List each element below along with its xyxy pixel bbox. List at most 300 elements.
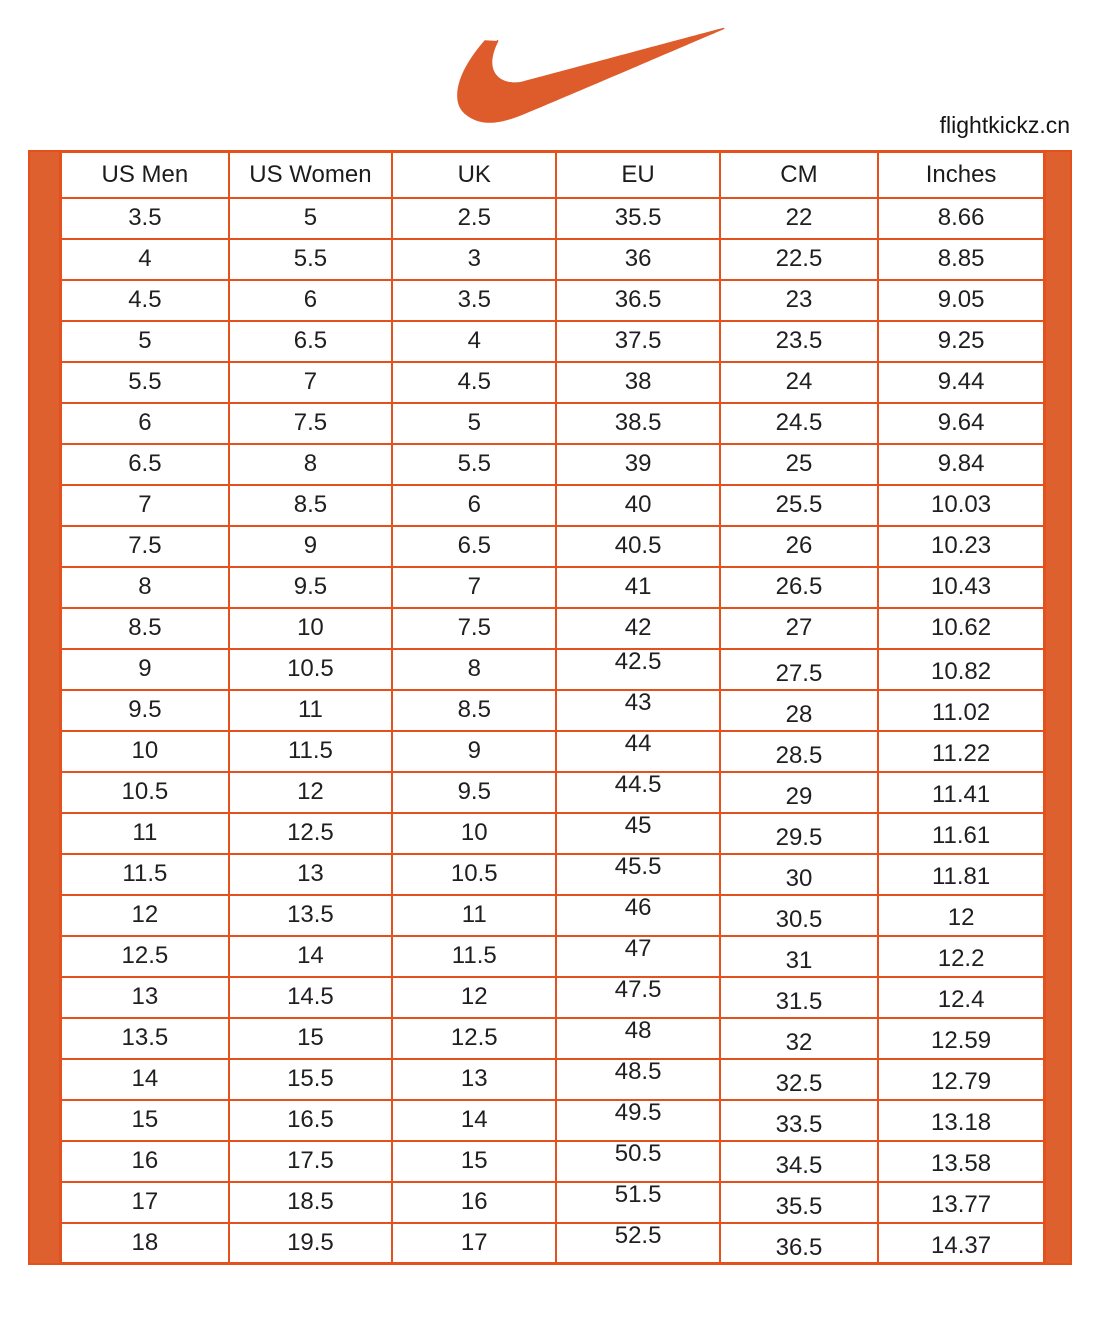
size-value: 34.5: [775, 1152, 823, 1179]
size-value: 18.5: [287, 1188, 334, 1215]
size-value: 48: [624, 1017, 652, 1044]
size-value: 11.22: [931, 740, 991, 767]
size-value: 33.5: [775, 1111, 823, 1138]
size-cell: [229, 813, 392, 854]
size-cell: [392, 854, 556, 895]
size-value: 27: [785, 614, 813, 641]
size-cell: [61, 854, 229, 895]
size-cell: [229, 362, 392, 403]
size-cell: [878, 567, 1044, 608]
size-value: 9.25: [937, 327, 985, 354]
size-value: 11.81: [931, 863, 991, 890]
size-value: 46: [624, 894, 652, 921]
size-value: 22: [785, 204, 813, 231]
size-cell: [392, 1059, 556, 1100]
size-value: 11.41: [931, 781, 991, 808]
size-cell: [392, 690, 556, 731]
size-cell: [556, 608, 719, 649]
size-conversion-table: [59, 150, 1046, 1265]
size-cell: [556, 690, 719, 731]
size-cell: [61, 321, 229, 362]
size-value: 38.5: [614, 409, 662, 436]
size-value: 5: [467, 409, 481, 436]
size-value: 11.5: [122, 860, 168, 887]
size-value: 7.5: [457, 614, 491, 641]
size-value: 6: [467, 491, 481, 518]
size-cell: [720, 854, 878, 895]
table-row: [61, 362, 1045, 403]
size-cell: [556, 977, 719, 1018]
table-row: [61, 608, 1045, 649]
size-value: 6.5: [457, 532, 491, 559]
size-cell: [61, 567, 229, 608]
size-value: 28: [785, 701, 813, 728]
size-value: 6: [303, 286, 318, 313]
size-value: 12.5: [287, 819, 334, 846]
size-value: 11.02: [931, 699, 991, 726]
size-value: 8.5: [128, 614, 162, 641]
size-cell: [878, 731, 1044, 772]
size-cell: [229, 1018, 392, 1059]
size-cell: [392, 649, 556, 690]
size-cell: [229, 444, 392, 485]
size-value: 8.5: [457, 696, 491, 723]
size-cell: [392, 772, 556, 813]
size-value: 9: [467, 737, 481, 764]
size-value: 9: [138, 655, 152, 682]
size-cell: [229, 936, 392, 977]
size-value: 32: [785, 1029, 813, 1056]
size-value: 11.5: [287, 737, 333, 764]
size-cell: [229, 977, 392, 1018]
size-cell: [556, 1223, 719, 1264]
size-cell: [229, 485, 392, 526]
table-row: [61, 731, 1045, 772]
size-cell: [878, 198, 1044, 239]
size-cell: [61, 1223, 229, 1264]
size-cell: [720, 977, 878, 1018]
table-row: [61, 1018, 1045, 1059]
column-header: Inches: [878, 152, 1044, 198]
size-value: 35.5: [614, 204, 662, 231]
size-value: 31.5: [775, 988, 823, 1015]
size-value: 40.5: [614, 532, 662, 559]
size-cell: [229, 772, 392, 813]
size-value: 49.5: [614, 1099, 662, 1126]
size-value: 14: [131, 1065, 159, 1092]
size-value: 14: [297, 942, 324, 969]
size-value: 7: [303, 368, 318, 395]
size-cell: [392, 1141, 556, 1182]
size-value: 3.5: [457, 286, 491, 313]
size-cell: [392, 813, 556, 854]
size-value: 10.03: [931, 491, 992, 518]
size-value: 17: [460, 1228, 488, 1256]
size-value: 36: [624, 245, 652, 272]
size-cell: [229, 526, 392, 567]
size-value: 24.5: [775, 409, 823, 436]
size-cell: [878, 1100, 1044, 1141]
right-accent-bar: [1046, 150, 1072, 1265]
size-value: 3: [467, 245, 481, 272]
size-cell: [720, 526, 878, 567]
size-cell: [229, 854, 392, 895]
size-value: 18: [131, 1228, 159, 1256]
size-value: 9.5: [128, 696, 162, 723]
size-value: 32.5: [775, 1070, 823, 1097]
table-row: [61, 1100, 1045, 1141]
size-value: 52.5: [614, 1221, 662, 1249]
size-cell: [556, 526, 719, 567]
size-value: 26.5: [775, 573, 823, 600]
size-cell: [392, 198, 556, 239]
size-cell: [392, 1100, 556, 1141]
size-cell: [878, 608, 1044, 649]
site-name: flightkickz.cn: [939, 112, 1070, 138]
size-cell: [878, 1182, 1044, 1223]
size-cell: [392, 936, 556, 977]
size-value: 16.5: [287, 1106, 334, 1133]
size-cell: [392, 485, 556, 526]
size-cell: [556, 854, 719, 895]
size-value: 42: [624, 614, 652, 641]
size-cell: [392, 567, 556, 608]
size-value: 6.5: [128, 450, 162, 477]
size-cell: [229, 1223, 392, 1264]
size-cell: [61, 1100, 229, 1141]
size-cell: [720, 321, 878, 362]
size-cell: [878, 649, 1044, 690]
size-value: 12.4: [937, 986, 985, 1013]
size-value: 4: [467, 327, 481, 354]
size-value: 37.5: [614, 327, 662, 354]
size-value: 10.62: [931, 614, 992, 641]
size-cell: [392, 977, 556, 1018]
size-value: 48.5: [614, 1058, 662, 1085]
size-value: 11: [297, 696, 323, 723]
size-value: 17: [131, 1188, 159, 1215]
table-row: [61, 444, 1045, 485]
size-cell: [878, 444, 1044, 485]
size-cell: [720, 1223, 878, 1264]
size-cell: [878, 772, 1044, 813]
size-value: 12.5: [121, 942, 169, 969]
table-row: [61, 936, 1045, 977]
size-value: 45: [624, 812, 652, 839]
size-value: 12: [947, 904, 975, 931]
size-value: 50.5: [614, 1140, 662, 1167]
size-cell: [556, 362, 719, 403]
size-cell: [392, 1182, 556, 1223]
size-cell: [61, 731, 229, 772]
size-value: 7.5: [128, 532, 162, 559]
size-cell: [556, 1059, 719, 1100]
size-cell: [61, 772, 229, 813]
size-cell: [720, 567, 878, 608]
size-cell: [720, 1141, 878, 1182]
size-value: 24: [785, 368, 813, 395]
size-cell: [61, 403, 229, 444]
size-value: 10.5: [450, 860, 498, 887]
size-cell: [556, 936, 719, 977]
size-value: 15: [131, 1106, 159, 1133]
size-cell: [229, 567, 392, 608]
size-value: 11: [132, 819, 158, 846]
size-cell: [556, 1100, 719, 1141]
table-row: [61, 649, 1045, 690]
size-cell: [229, 198, 392, 239]
size-cell: [392, 1223, 556, 1264]
size-value: 47: [624, 935, 652, 962]
size-value: 8.66: [937, 204, 985, 231]
size-cell: [878, 280, 1044, 321]
left-accent-bar: [28, 150, 59, 1265]
size-cell: [878, 1141, 1044, 1182]
size-value: 29.5: [775, 824, 823, 851]
size-value: 28.5: [775, 742, 823, 769]
size-cell: [392, 403, 556, 444]
size-value: 7.5: [293, 409, 328, 436]
size-cell: [720, 198, 878, 239]
size-cell: [61, 1059, 229, 1100]
table-row: [61, 1223, 1045, 1264]
size-cell: [720, 690, 878, 731]
size-value: 38: [624, 368, 652, 395]
size-cell: [556, 772, 719, 813]
table-row: [61, 567, 1045, 608]
size-value: 10.5: [121, 778, 169, 805]
size-cell: [61, 608, 229, 649]
size-value: 26: [785, 532, 813, 559]
size-cell: [878, 403, 1044, 444]
size-cell: [720, 239, 878, 280]
size-value: 4.5: [457, 368, 491, 395]
size-cell: [720, 1100, 878, 1141]
size-cell: [720, 608, 878, 649]
size-value: 12: [131, 901, 159, 928]
size-value: 23.5: [775, 327, 823, 354]
size-cell: [720, 280, 878, 321]
column-header: UK: [392, 152, 556, 198]
size-value: 39: [624, 450, 652, 477]
table-row: [61, 977, 1045, 1018]
size-value: 15: [460, 1147, 488, 1174]
column-header: CM: [720, 152, 878, 198]
table-row: [61, 526, 1045, 567]
size-value: 36.5: [775, 1233, 823, 1261]
size-cell: [556, 403, 719, 444]
size-cell: [229, 731, 392, 772]
size-cell: [229, 403, 392, 444]
page-header: [0, 0, 1100, 150]
size-value: 13.18: [931, 1109, 992, 1136]
size-cell: [556, 239, 719, 280]
size-value: 14: [460, 1106, 488, 1133]
size-value: 36.5: [614, 286, 662, 313]
size-value: 13.58: [931, 1150, 992, 1177]
size-value: 47.5: [614, 976, 662, 1003]
size-cell: [392, 280, 556, 321]
size-value: 5: [138, 327, 152, 354]
size-cell: [720, 403, 878, 444]
size-cell: [720, 772, 878, 813]
size-cell: [878, 690, 1044, 731]
size-value: 9: [303, 532, 318, 559]
size-value: 10.5: [287, 655, 334, 682]
size-value: 8.85: [937, 245, 985, 272]
table-body: [61, 198, 1045, 1264]
size-cell: [392, 362, 556, 403]
column-header: EU: [556, 152, 719, 198]
size-value: 45.5: [614, 853, 662, 880]
size-value: 12.79: [931, 1068, 992, 1095]
table-row: [61, 895, 1045, 936]
size-cell: [878, 239, 1044, 280]
size-cell: [392, 608, 556, 649]
size-value: 25.5: [775, 491, 823, 518]
size-value: 5: [303, 204, 318, 231]
table-row: [61, 813, 1045, 854]
size-cell: [229, 649, 392, 690]
size-cell: [720, 444, 878, 485]
size-value: 30: [785, 865, 813, 892]
table-row: [61, 239, 1045, 280]
size-cell: [556, 444, 719, 485]
size-cell: [61, 280, 229, 321]
size-cell: [720, 731, 878, 772]
size-value: 10.43: [931, 573, 992, 600]
size-cell: [878, 1018, 1044, 1059]
table-row: [61, 280, 1045, 321]
size-cell: [229, 690, 392, 731]
size-value: 4.5: [128, 286, 162, 313]
size-cell: [556, 1141, 719, 1182]
size-value: 7: [138, 491, 152, 518]
size-value: 16: [131, 1147, 159, 1174]
size-value: 19.5: [287, 1228, 334, 1256]
size-cell: [720, 1059, 878, 1100]
size-cell: [878, 854, 1044, 895]
size-cell: [720, 485, 878, 526]
size-cell: [392, 321, 556, 362]
size-cell: [61, 362, 229, 403]
table-row: [61, 403, 1045, 444]
size-value: 25: [785, 450, 813, 477]
size-cell: [61, 649, 229, 690]
size-value: 44.5: [614, 771, 662, 798]
size-value: 2.5: [457, 204, 491, 231]
size-value: 13: [297, 860, 324, 887]
size-value: 11.61: [931, 822, 991, 849]
size-value: 4: [138, 245, 152, 272]
size-cell: [556, 321, 719, 362]
size-cell: [229, 1100, 392, 1141]
size-cell: [392, 1018, 556, 1059]
size-cell: [61, 1182, 229, 1223]
table-row: [61, 1182, 1045, 1223]
size-cell: [61, 1141, 229, 1182]
size-value: 10.82: [931, 658, 992, 685]
size-cell: [229, 239, 392, 280]
size-cell: [61, 690, 229, 731]
size-cell: [61, 977, 229, 1018]
size-cell: [556, 1018, 719, 1059]
size-cell: [720, 936, 878, 977]
size-cell: [392, 895, 556, 936]
size-value: 6.5: [293, 327, 328, 354]
size-value: 12: [460, 983, 488, 1010]
column-header: US Men: [61, 152, 229, 198]
size-value: 11: [461, 901, 487, 928]
size-value: 43: [624, 689, 652, 716]
size-cell: [229, 608, 392, 649]
size-value: 9.05: [937, 286, 985, 313]
size-value: 5.5: [293, 245, 328, 272]
size-value: 8: [467, 655, 481, 682]
size-value: 5.5: [128, 368, 162, 395]
size-cell: [556, 731, 719, 772]
size-value: 29: [785, 783, 813, 810]
size-cell: [878, 813, 1044, 854]
size-cell: [878, 1059, 1044, 1100]
table-row: [61, 485, 1045, 526]
size-cell: [229, 1141, 392, 1182]
size-cell: [392, 444, 556, 485]
size-value: 9.44: [937, 368, 985, 395]
size-cell: [878, 895, 1044, 936]
size-value: 13.5: [121, 1024, 169, 1051]
size-cell: [61, 936, 229, 977]
size-cell: [61, 895, 229, 936]
size-cell: [720, 1182, 878, 1223]
size-cell: [720, 649, 878, 690]
size-cell: [878, 936, 1044, 977]
size-cell: [61, 198, 229, 239]
size-cell: [61, 239, 229, 280]
size-cell: [556, 649, 719, 690]
table-header-row: [61, 152, 1045, 198]
size-value: 12.59: [931, 1027, 992, 1054]
size-cell: [878, 362, 1044, 403]
size-cell: [556, 813, 719, 854]
size-value: 13.77: [931, 1191, 992, 1218]
size-value: 13: [460, 1065, 488, 1092]
size-value: 8: [138, 573, 152, 600]
size-cell: [392, 731, 556, 772]
size-table-frame: [28, 150, 1072, 1265]
size-value: 13: [131, 983, 159, 1010]
size-value: 9.84: [937, 450, 985, 477]
size-value: 13.5: [287, 901, 334, 928]
size-value: 15: [297, 1024, 324, 1051]
size-value: 10: [460, 819, 488, 846]
size-value: 31: [785, 947, 813, 974]
size-cell: [229, 280, 392, 321]
nike-swoosh-icon: [455, 26, 727, 124]
table-row: [61, 772, 1045, 813]
table-row: [61, 1141, 1045, 1182]
size-value: 9.5: [457, 778, 491, 805]
size-cell: [229, 321, 392, 362]
size-value: 35.5: [775, 1193, 823, 1220]
size-value: 11.5: [451, 942, 497, 969]
size-value: 3.5: [128, 204, 162, 231]
size-cell: [556, 895, 719, 936]
size-cell: [61, 485, 229, 526]
size-cell: [878, 977, 1044, 1018]
size-cell: [392, 239, 556, 280]
table-row: [61, 854, 1045, 895]
